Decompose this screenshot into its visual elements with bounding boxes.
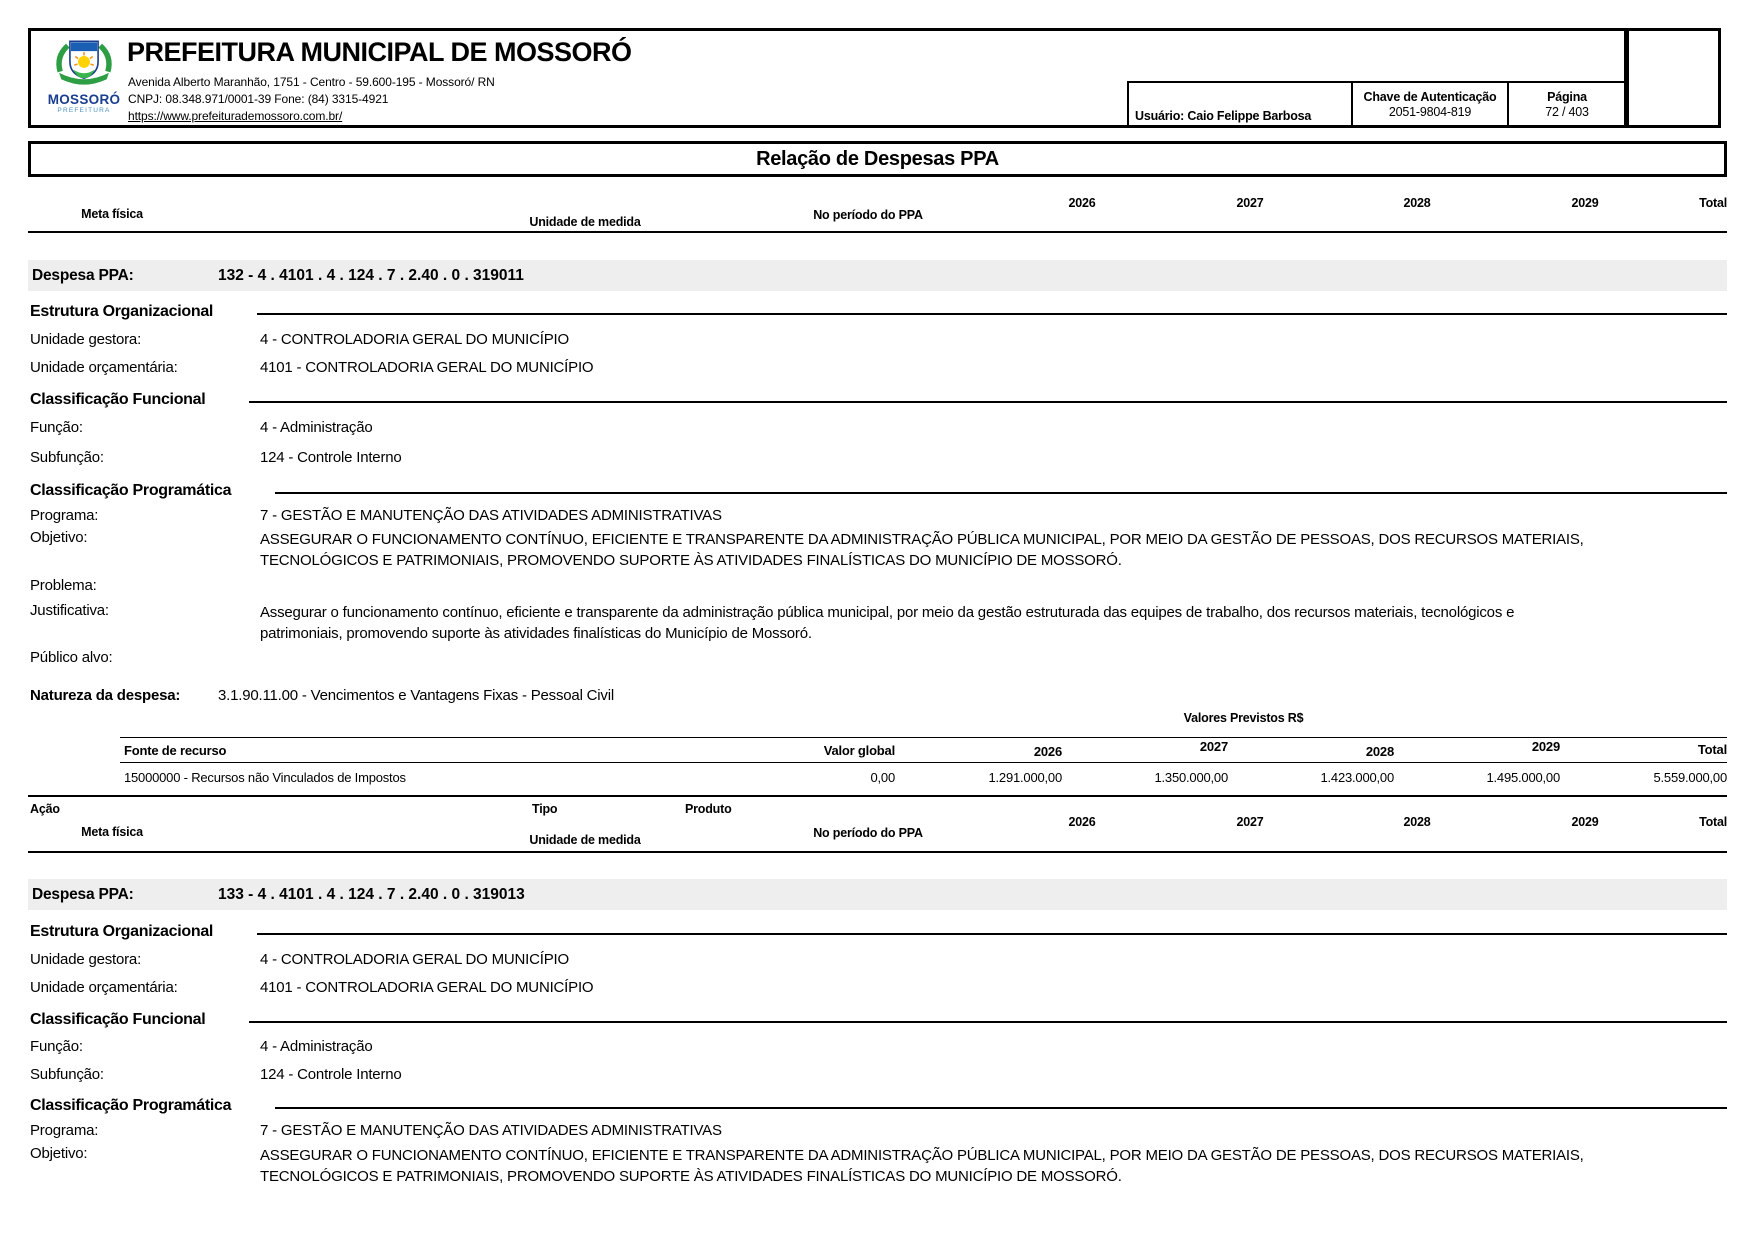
municipality-logo bbox=[45, 37, 123, 114]
fonte-row-valor-global: 0,00 bbox=[870, 770, 895, 785]
auth-key-label: Chave de Autenticação bbox=[1363, 89, 1497, 104]
field-value: 4 - Administração bbox=[260, 419, 373, 436]
section-classificacao-programatica bbox=[30, 482, 1727, 500]
field-value: 4101 - CONTROLADORIA GERAL DO MUNICÍPIO bbox=[260, 359, 594, 376]
fonte-header-year: 2028 bbox=[1365, 744, 1394, 759]
section-heading: Classificação Funcional bbox=[30, 1011, 206, 1028]
field-value: 4 - CONTROLADORIA GERAL DO MUNICÍPIO bbox=[260, 331, 569, 348]
field-label: Público alvo: bbox=[30, 649, 113, 666]
field-label: Função: bbox=[30, 419, 83, 436]
fonte-row-name: 15000000 - Recursos não Vinculados de Impostos bbox=[124, 770, 406, 785]
field-value: 7 - GESTÃO E MANUTENÇÃO DAS ATIVIDADES ADMINISTRATIVAS bbox=[260, 1122, 722, 1139]
section-estrutura-organizacional bbox=[30, 303, 1727, 321]
field-row bbox=[30, 1038, 1727, 1055]
fonte-row-2029: 1.495.000,00 bbox=[1486, 770, 1560, 785]
header bbox=[28, 28, 1627, 128]
field-label: Unidade gestora: bbox=[30, 331, 142, 348]
section-rule bbox=[249, 1021, 1727, 1023]
column-header-acao: Ação bbox=[30, 802, 60, 816]
column-header-tipo: Tipo bbox=[532, 802, 558, 816]
field-label: Programa: bbox=[30, 507, 99, 524]
natureza-row bbox=[30, 687, 1727, 704]
justificativa-line-2: patrimoniais, promovendo suporte às atividades finalísticas do Município de Mossoró. bbox=[260, 625, 812, 642]
website-link[interactable]: https://www.prefeiturademossoro.com.br/ bbox=[128, 109, 343, 123]
field-row bbox=[30, 449, 1727, 466]
column-header-year: 2028 bbox=[1403, 815, 1431, 829]
natureza-value: 3.1.90.11.00 - Vencimentos e Vantagens Fixas - Pessoal Civil bbox=[218, 687, 614, 704]
field-value: 124 - Controle Interno bbox=[260, 1066, 402, 1083]
column-header-meta-fisica: Meta física bbox=[81, 825, 143, 839]
field-row bbox=[30, 507, 1727, 524]
despesa-ppa-band bbox=[28, 260, 1727, 291]
field-label: Objetivo: bbox=[30, 1145, 88, 1162]
page-number-value: 72 / 403 bbox=[1545, 104, 1589, 119]
section-heading: Classificação Programática bbox=[30, 482, 232, 499]
column-header-year: 2029 bbox=[1571, 815, 1599, 829]
section-heading: Classificação Funcional bbox=[30, 391, 206, 408]
field-label: Unidade orçamentária: bbox=[30, 359, 178, 376]
despesa-ppa-code: 132 - 4 . 4101 . 4 . 124 . 7 . 2.40 . 0 . 319011 bbox=[218, 266, 524, 284]
fonte-row-2028: 1.423.000,00 bbox=[1320, 770, 1394, 785]
report-title: Relação de Despesas PPA bbox=[756, 147, 999, 170]
column-header-no-periodo: No período do PPA bbox=[813, 826, 923, 840]
organization-name: PREFEITURA MUNICIPAL DE MOSSORÓ bbox=[127, 37, 632, 67]
column-header-total: Total bbox=[1699, 196, 1727, 210]
field-value bbox=[260, 1145, 1584, 1187]
field-label: Subfunção: bbox=[30, 449, 104, 466]
section-rule bbox=[275, 492, 1727, 494]
field-value: 7 - GESTÃO E MANUTENÇÃO DAS ATIVIDADES ADMINISTRATIVAS bbox=[260, 507, 722, 524]
logo-city-name: MOSSORÓ bbox=[47, 92, 121, 107]
field-row bbox=[30, 331, 1727, 348]
fonte-table-bottom-line bbox=[28, 795, 1727, 797]
auth-key-cell bbox=[1353, 83, 1509, 126]
fonte-row-2027: 1.350.000,00 bbox=[1154, 770, 1228, 785]
section-classificacao-programatica bbox=[30, 1097, 1727, 1115]
fonte-row-2026: 1.291.000,00 bbox=[988, 770, 1062, 785]
column-header-unidade-medida: Unidade de medida bbox=[529, 215, 641, 229]
field-row bbox=[30, 979, 1727, 996]
justificativa-line-1: Assegurar o funcionamento contínuo, eficiente e transparente da administração pública municipal, por meio da gestão estruturada das equipes de trabalho, dos recursos materiais, tecnológicos e bbox=[260, 604, 1515, 621]
page-label: Página bbox=[1547, 89, 1587, 104]
objetivo-line-2: TECNOLÓGICOS E PATRIMONIAIS, PROMOVENDO SUPORTE ÀS ATIVIDADES FINALÍSTICAS DO MUNICÍPIO DE MOSSORÓ. bbox=[260, 1168, 1122, 1185]
despesa-ppa-label: Despesa PPA: bbox=[32, 266, 134, 284]
section-heading: Estrutura Organizacional bbox=[30, 923, 214, 940]
objetivo-line-1: ASSEGURAR O FUNCIONAMENTO CONTÍNUO, EFICIENTE E TRANSPARENTE DA ADMINISTRAÇÃO PÚBLICA MUNICIPAL, POR MEIO DA GESTÃO DE PESSOAS, DOS RECURSOS MATERIAIS, bbox=[260, 1147, 1584, 1164]
section-estrutura-organizacional bbox=[30, 923, 1727, 941]
address-line: Avenida Alberto Maranhão, 1751 - Centro - 59.600-195 - Mossoró/ RN bbox=[128, 75, 495, 89]
field-row bbox=[30, 419, 1727, 436]
section-heading: Estrutura Organizacional bbox=[30, 303, 214, 320]
field-label: Objetivo: bbox=[30, 529, 88, 546]
column-header-produto: Produto bbox=[685, 802, 732, 816]
field-row bbox=[30, 529, 1727, 571]
natureza-label: Natureza da despesa: bbox=[30, 687, 181, 704]
field-row bbox=[30, 951, 1727, 968]
despesa-ppa-band bbox=[28, 879, 1727, 910]
auth-key-value: 2051-9804-819 bbox=[1388, 104, 1472, 119]
fonte-table-mid-line bbox=[120, 762, 1727, 763]
section-heading: Classificação Programática bbox=[30, 1097, 232, 1114]
field-row bbox=[30, 359, 1727, 376]
column-header-meta-fisica: Meta física bbox=[81, 207, 143, 221]
field-label: Unidade orçamentária: bbox=[30, 979, 178, 996]
valores-previstos-heading: Valores Previstos R$ bbox=[1183, 711, 1304, 725]
fonte-header-total: Total bbox=[1697, 742, 1727, 757]
objetivo-line-2: TECNOLÓGICOS E PATRIMONIAIS, PROMOVENDO SUPORTE ÀS ATIVIDADES FINALÍSTICAS DO MUNICÍPIO DE MOSSORÓ. bbox=[260, 552, 1122, 569]
column-header-year: 2026 bbox=[1068, 815, 1096, 829]
fonte-header-fonte: Fonte de recurso bbox=[124, 743, 227, 758]
fonte-header-valor-global: Valor global bbox=[823, 743, 895, 758]
field-label: Subfunção: bbox=[30, 1066, 104, 1083]
field-row bbox=[30, 1145, 1727, 1187]
column-header-no-periodo: No período do PPA bbox=[813, 208, 923, 222]
page-number-cell bbox=[1509, 83, 1625, 126]
section-divider-line bbox=[28, 851, 1727, 853]
column-header-year: 2026 bbox=[1068, 196, 1096, 210]
section-classificacao-funcional bbox=[30, 391, 1727, 409]
field-row bbox=[30, 577, 1727, 594]
field-row bbox=[30, 1066, 1727, 1083]
section-rule bbox=[257, 313, 1727, 315]
field-label: Unidade gestora: bbox=[30, 951, 142, 968]
user-name: Usuário: Caio Felippe Barbosa bbox=[1129, 83, 1353, 126]
header-empty-box bbox=[1627, 28, 1721, 128]
field-value: 124 - Controle Interno bbox=[260, 449, 402, 466]
field-row bbox=[30, 649, 1727, 666]
field-value bbox=[260, 529, 1584, 571]
fonte-row-total: 5.559.000,00 bbox=[1653, 770, 1727, 785]
fonte-table-top-line bbox=[120, 737, 1727, 738]
objetivo-line-1: ASSEGURAR O FUNCIONAMENTO CONTÍNUO, EFICIENTE E TRANSPARENTE DA ADMINISTRAÇÃO PÚBLICA MUNICIPAL, POR MEIO DA GESTÃO DE PESSOAS, DOS RECURSOS MATERIAIS, bbox=[260, 531, 1584, 548]
field-value: 4 - Administração bbox=[260, 1038, 373, 1055]
section-classificacao-funcional bbox=[30, 1011, 1727, 1029]
header-divider-line bbox=[28, 231, 1727, 233]
field-label: Justificativa: bbox=[30, 602, 109, 619]
despesa-ppa-label: Despesa PPA: bbox=[32, 885, 134, 903]
column-header-year: 2028 bbox=[1403, 196, 1431, 210]
field-value: 4 - CONTROLADORIA GERAL DO MUNICÍPIO bbox=[260, 951, 569, 968]
column-header-year: 2027 bbox=[1236, 815, 1264, 829]
column-header-year: 2029 bbox=[1571, 196, 1599, 210]
session-info-box bbox=[1127, 81, 1627, 128]
city-crest-icon bbox=[51, 37, 117, 89]
section-rule bbox=[275, 1107, 1727, 1109]
fonte-header-year: 2029 bbox=[1531, 739, 1560, 754]
field-label: Função: bbox=[30, 1038, 83, 1055]
field-label: Problema: bbox=[30, 577, 97, 594]
cnpj-phone-line: CNPJ: 08.348.971/0001-39 Fone: (84) 3315-4921 bbox=[128, 92, 389, 106]
field-row bbox=[30, 602, 1727, 644]
fonte-header-year: 2026 bbox=[1033, 744, 1062, 759]
field-value bbox=[260, 602, 1514, 644]
column-header-total: Total bbox=[1699, 815, 1727, 829]
field-label: Programa: bbox=[30, 1122, 99, 1139]
section-rule bbox=[249, 401, 1727, 403]
column-header-year: 2027 bbox=[1236, 196, 1264, 210]
section-rule bbox=[257, 933, 1727, 935]
field-value: 4101 - CONTROLADORIA GERAL DO MUNICÍPIO bbox=[260, 979, 594, 996]
column-header-unidade-medida: Unidade de medida bbox=[529, 833, 641, 847]
report-title-bar bbox=[28, 141, 1727, 177]
despesa-ppa-code: 133 - 4 . 4101 . 4 . 124 . 7 . 2.40 . 0 . 319013 bbox=[218, 885, 525, 903]
field-row bbox=[30, 1122, 1727, 1139]
fonte-header-year: 2027 bbox=[1199, 739, 1228, 754]
logo-subtitle: PREFEITURA bbox=[57, 107, 111, 114]
